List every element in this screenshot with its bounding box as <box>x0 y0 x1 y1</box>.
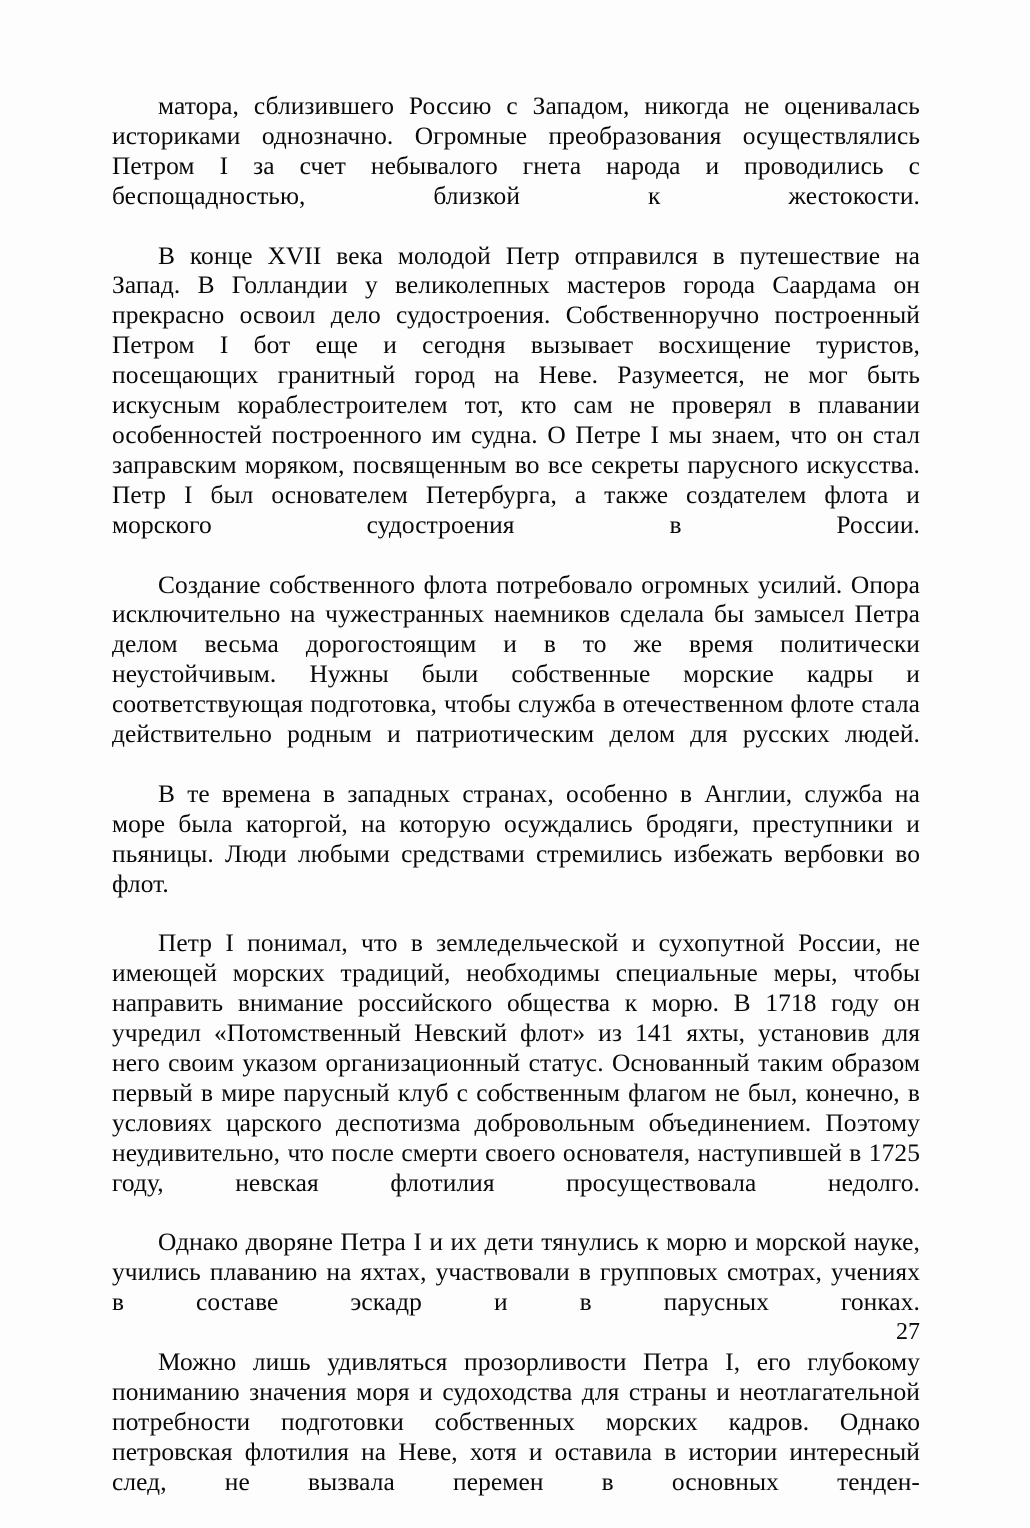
paragraph: Однако дворяне Петра I и их дети тянулись к морю и морской науке, учились плаванию на яхтах, участвовали в групповых смотрах, учениях в составе эскадр и в парусных гонках. <box>112 1228 920 1317</box>
paragraph: В конце XVII века молодой Петр отправился в путешествие на Запад. В Голландии у великолепных мастеров города Саардама он прекрасно освоил дело судостроения. Собственноручно построенный Петром I бот еще и сегодня вызывает восхищение туристов, посещающих гранитный город на Неве. Разумеется, не мог быть искусным кораблестроителем тот, кто сам не проверял в плавании особенностей построенного им судна. О Петре I мы знаем, что он стал заправским моряком, посвященным во все секреты парусного искусства. Петр I был основателем Петербурга, а также создателем флота и морского судостроения в России. <box>112 241 920 539</box>
paragraph: Петр I понимал, что в земледельческой и сухопутной России, не имеющей морских традиций, необходимы специальные меры, чтобы направить внимание российского общества к морю. В 1718 году он учредил «Потомственный Невский флот» из 141 яхты, установив для него своим указом организационный статус. Основанный таким образом первый в мире парусный клуб с собственным флагом не был, конечно, в условиях царского деспотизма добровольным объединением. Поэтому неудивительно, что после смерти своего основателя, наступившей в 1725 году, невская флотилия просуществовала недолго. <box>112 929 920 1197</box>
page-number: 27 <box>896 1319 920 1345</box>
paragraph: Создание собственного флота потребовало огромных усилий. Опора исключительно на чужестранных наемников сделала бы замысел Петра делом весьма дорогостоящим и в то же время политически неустойчивым. Нужны были собственные морские кадры и соответствующая подготовка, чтобы служба в отечественном флоте стала действительно родным и патриотическим делом для русских людей. <box>112 570 920 749</box>
paragraph: Можно лишь удивляться прозорливости Петра I, его глубокому пониманию значения моря и судоходства для страны и неотлагательной потребности подготовки собственных морских кадров. Однако петровская флотилия на Неве, хотя и оставила в истории интересный след, не вызвала перемен в основных тенден- <box>112 1348 920 1496</box>
body-text-block <box>112 92 920 1528</box>
paragraph: В те времена в западных странах, особенно в Англии, служба на море была каторгой, на которую осуждались бродяги, преступники и пьяницы. Люди любыми средствами стремились избежать вербовки во флот. <box>112 779 920 898</box>
paragraph: матора, сблизившего Россию с Западом, никогда не оценивалась историками однозначно. Огромные преобразования осуществлялись Петром I за счет небывалого гнета народа и проводились с беспощадностью, близкой к жестокости. <box>112 92 920 210</box>
